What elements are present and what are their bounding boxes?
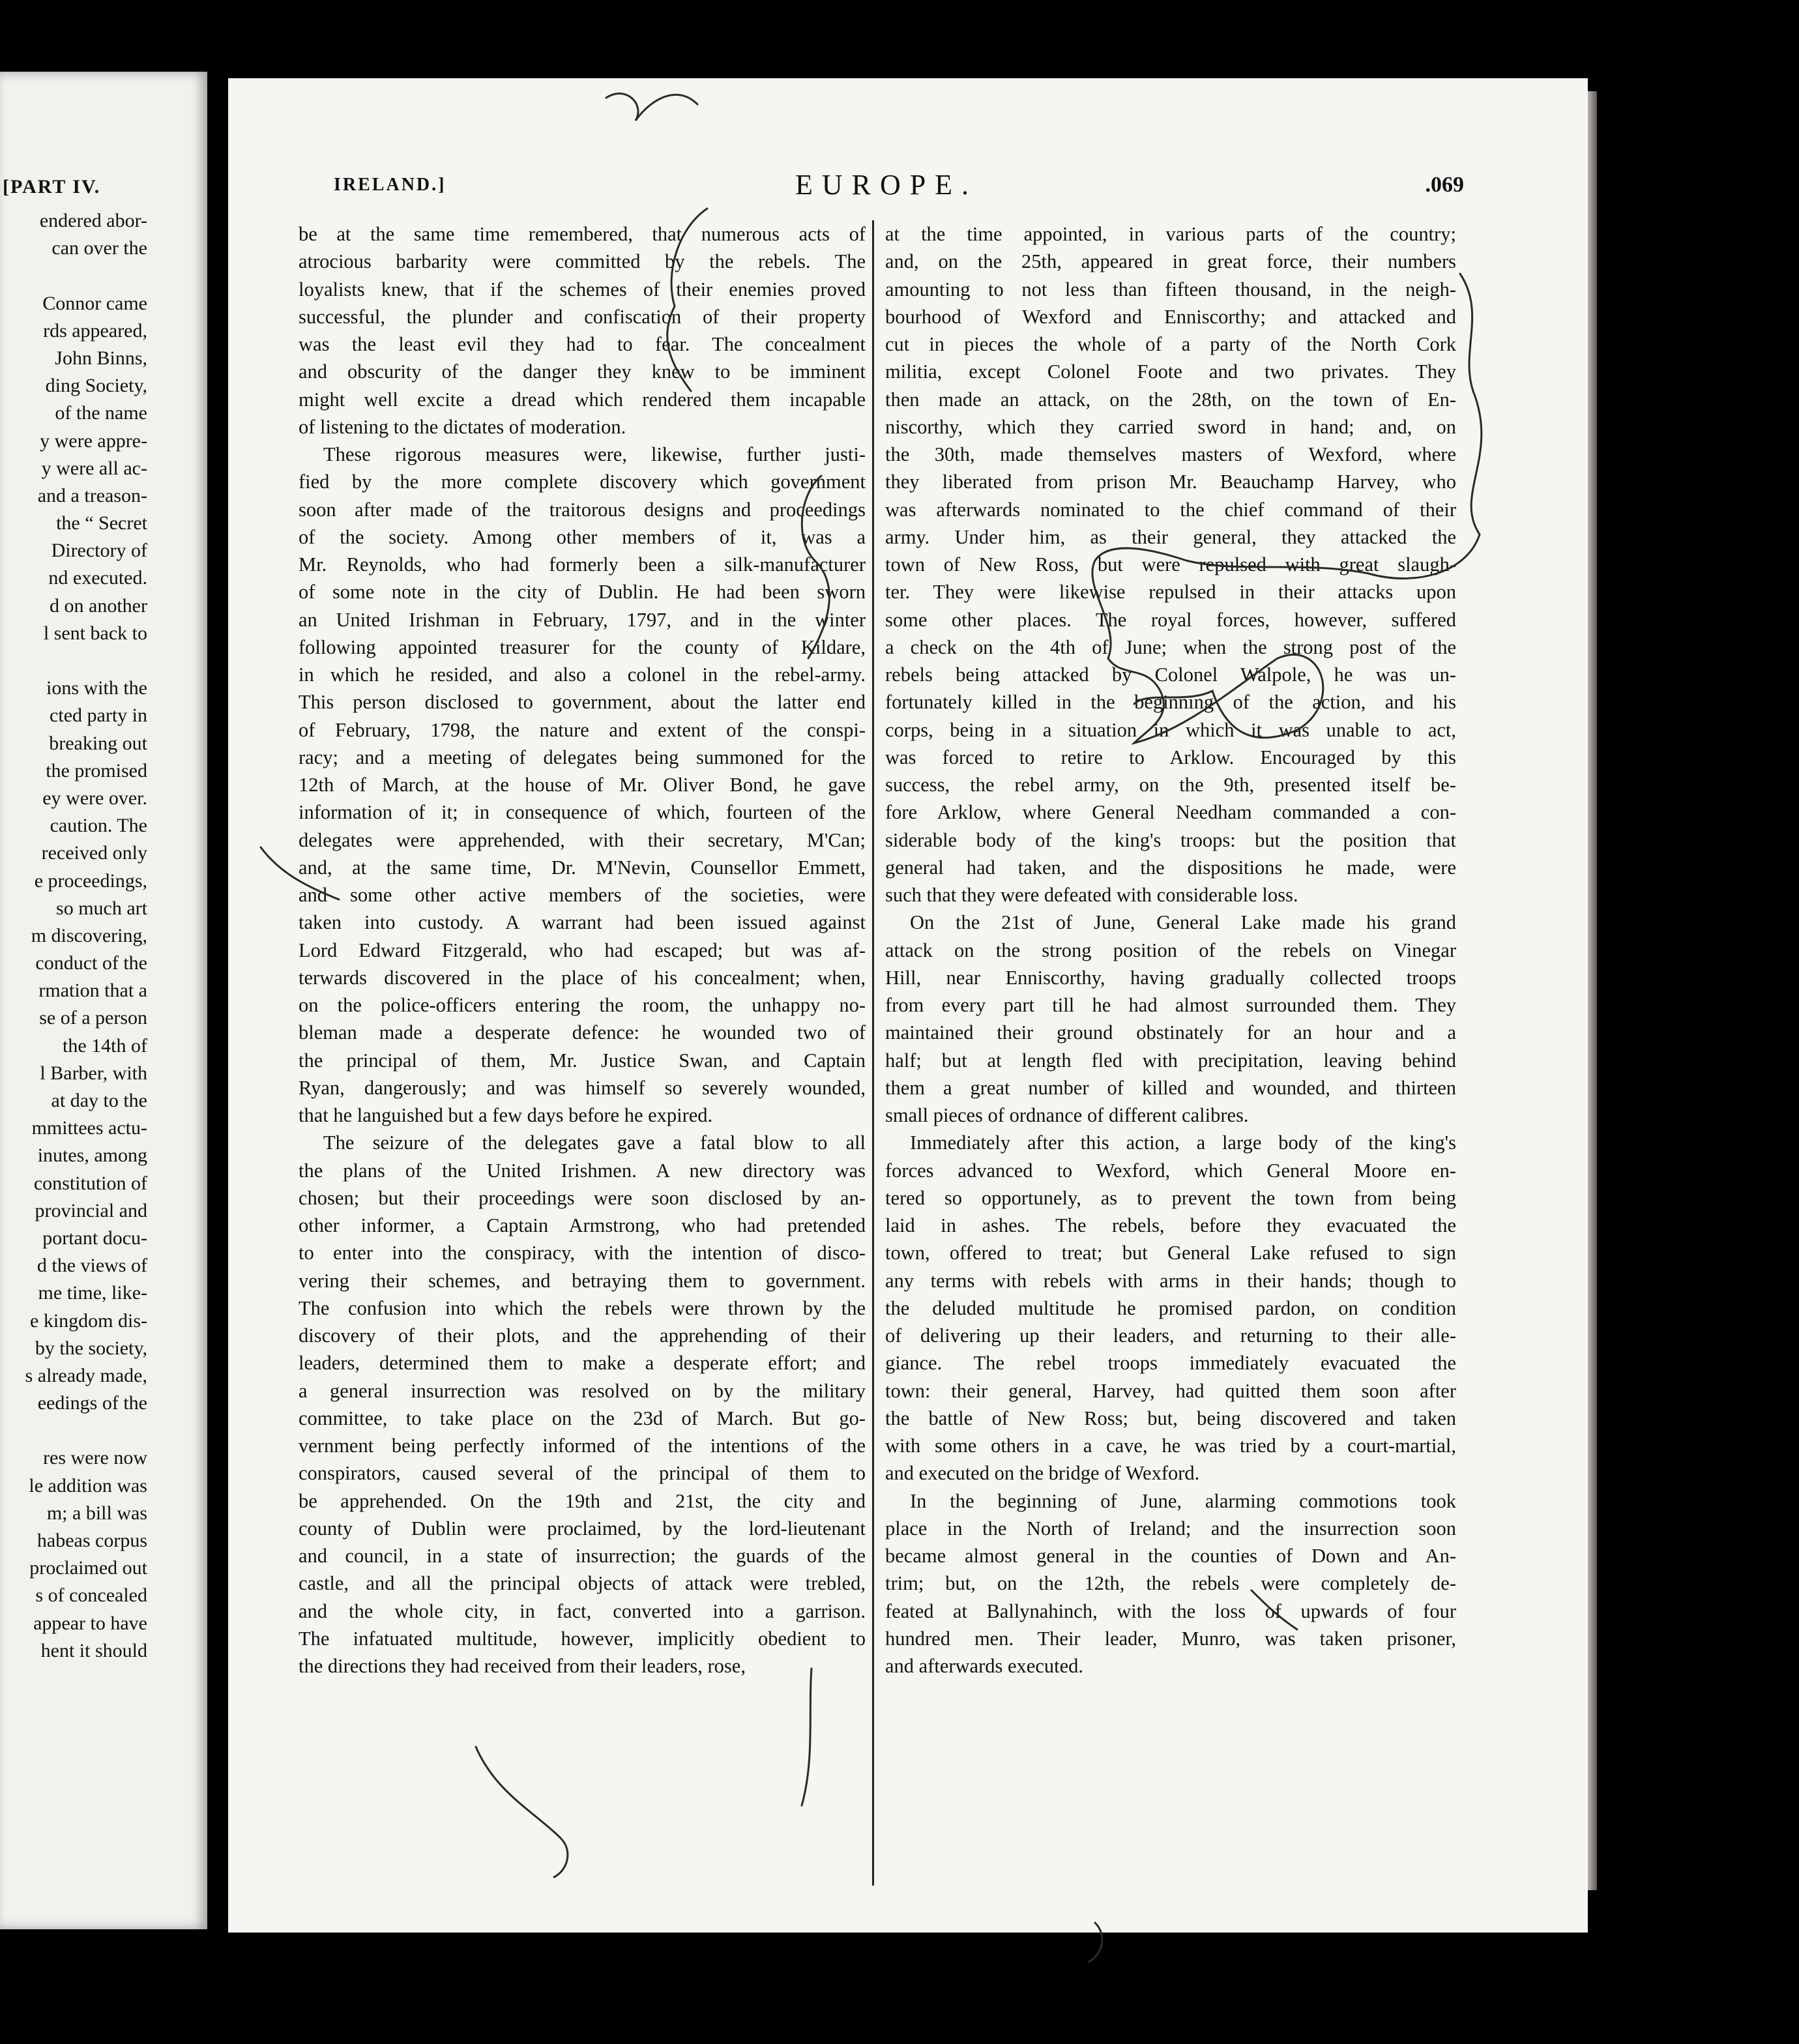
previous-page-line: so much art	[56, 897, 147, 919]
text-line: vering their schemes, and betraying them to government.	[299, 1269, 866, 1292]
text-line: soon after made of the traitorous designs and proceedings	[299, 498, 866, 521]
text-line: chosen; but their proceedings were soon disclosed by an-	[299, 1186, 866, 1209]
text-line: and some other active members of the societies, were	[299, 884, 866, 906]
previous-page-line: cted party in	[50, 705, 147, 727]
text-line: amounting to not less than fifteen thousand, in the neigh-	[885, 278, 1456, 300]
previous-page-line: eedings of the	[37, 1392, 147, 1414]
text-line: any terms with rebels with arms in their hands; though to	[885, 1269, 1456, 1292]
previous-page-line: at day to the	[51, 1090, 147, 1111]
text-line: Ryan, dangerously; and was himself so severely wounded,	[299, 1076, 866, 1099]
text-line: such that they were defeated with considerable loss.	[885, 884, 1298, 906]
text-line: town: their general, Harvey, had quitted them soon after	[885, 1379, 1456, 1402]
text-line: the battle of New Ross; but, being discovered and taken	[885, 1407, 1456, 1429]
text-line: Hill, near Enniscorthy, having gradually collected troops	[885, 966, 1456, 989]
text-line: terwards discovered in the place of his concealment; when,	[299, 966, 866, 989]
text-line: place in the North of Ireland; and the insurrection soon	[885, 1517, 1456, 1540]
text-column-right	[885, 220, 1456, 1680]
previous-page-line: me time, like-	[38, 1282, 147, 1304]
text-line: 12th of March, at the house of Mr. Oliver Bond, he gave	[299, 774, 866, 796]
previous-page-line: by the society,	[35, 1337, 147, 1359]
previous-page-line: proclaimed out	[29, 1557, 147, 1579]
running-head-section: IRELAND.]	[334, 175, 446, 195]
text-line: they liberated from prison Mr. Beauchamp Harvey, who	[885, 471, 1456, 493]
previous-page-line: m discovering,	[31, 924, 147, 946]
text-line: hundred men. Their leader, Munro, was taken prisoner,	[885, 1627, 1456, 1650]
text-line: of delivering up their leaders, and returning to their alle-	[885, 1324, 1456, 1347]
previous-page-line: l sent back to	[43, 622, 147, 644]
previous-page-line: the “ Secret	[56, 512, 147, 534]
previous-page-line: y were all ac-	[41, 457, 147, 479]
text-line: to enter into the conspiracy, with the intention of disco-	[299, 1242, 866, 1264]
previous-page-line: se of a person	[39, 1007, 147, 1029]
text-line: them a great number of killed and wounded, and thirteen	[885, 1076, 1456, 1099]
previous-page-line: rmation that a	[38, 980, 147, 1002]
text-line: county of Dublin were proclaimed, by the lord-lieutenant	[299, 1517, 866, 1540]
text-line: be apprehended. On the 19th and 21st, the city and	[299, 1489, 866, 1512]
text-line: army. Under him, as their general, they attacked the	[885, 525, 1456, 548]
previous-page-line	[0, 647, 147, 675]
previous-page-line: le addition was	[29, 1474, 147, 1496]
text-line: giance. The rebel troops immediately evacuated the	[885, 1352, 1456, 1375]
column-divider	[872, 220, 874, 1886]
text-line: the directions they had received from their leaders, rose,	[299, 1655, 746, 1677]
text-line: vernment being perfectly informed of the intentions of the	[299, 1435, 866, 1457]
previous-page-line: s of concealed	[35, 1584, 147, 1607]
previous-page-line: of the name	[55, 402, 147, 424]
previous-page-line: the 14th of	[63, 1034, 147, 1057]
text-line: then made an attack, on the 28th, on the town of En-	[885, 388, 1456, 411]
text-line: was afterwards nominated to the chief command of their	[885, 498, 1456, 521]
text-line: bourhood of Wexford and Enniscorthy; and attacked and	[885, 305, 1456, 328]
previous-page-line: mmittees actu-	[31, 1117, 147, 1139]
text-line: some other places. The royal forces, however, suffered	[885, 608, 1456, 631]
text-line: became almost general in the counties of Down and An-	[885, 1545, 1456, 1567]
text-line: atrocious barbarity were committed by the rebels. The	[299, 250, 866, 273]
text-line: niscorthy, which they carried sword in hand; and, on	[885, 415, 1456, 438]
text-line: and obscurity of the danger they knew to be imminent	[299, 360, 866, 383]
text-line: successful, the plunder and confiscation of their property	[299, 305, 866, 328]
text-line: and afterwards executed.	[885, 1655, 1083, 1677]
text-line: a check on the 4th of June; when the strong post of the	[885, 635, 1456, 658]
text-line: the principal of them, Mr. Justice Swan, and Captain	[299, 1049, 866, 1072]
text-line: corps, being in a situation in which it was unable to act,	[885, 718, 1456, 741]
previous-page-line: nd executed.	[48, 567, 147, 589]
text-line: was forced to retire to Arklow. Encouraged by this	[885, 746, 1456, 768]
previous-page-line: e proceedings,	[34, 869, 147, 892]
text-line: leaders, determined them to make a desperate effort; and	[299, 1352, 866, 1375]
text-line: cut in pieces the whole of a party of the North Cork	[885, 333, 1456, 355]
text-line: Immediately after this action, a large body of the king's	[910, 1132, 1456, 1154]
text-line: laid in ashes. The rebels, before they evacuated the	[885, 1214, 1456, 1236]
text-column-left	[299, 220, 866, 1680]
text-line: fortunately killed in the beginning of the action, and his	[885, 691, 1456, 714]
text-line: fied by the more complete discovery which government	[299, 471, 866, 493]
text-line: siderable body of the king's troops: but the position that	[885, 828, 1456, 851]
previous-page-line: the promised	[46, 759, 147, 781]
text-line: The confusion into which the rebels were thrown by the	[299, 1296, 866, 1319]
text-line: was the least evil they had to fear. The concealment	[299, 333, 866, 355]
text-line: the 30th, made themselves masters of Wexford, where	[885, 443, 1456, 465]
previous-page-line: ey were over.	[42, 787, 147, 809]
previous-page-line: Directory of	[51, 540, 147, 562]
text-line: in which he resided, and also a colonel in the rebel-army.	[299, 664, 866, 686]
text-line: town of New Ross, but were repulsed with great slaugh-	[885, 553, 1456, 576]
text-line: might well excite a dread which rendered them incapable	[299, 388, 866, 411]
text-line: ter. They were likewise repulsed in their attacks upon	[885, 581, 1456, 604]
text-line: discovery of their plots, and the apprehending of their	[299, 1324, 866, 1347]
text-line: information of it; in consequence of which, fourteen of the	[299, 801, 866, 824]
book-page	[228, 78, 1588, 1933]
text-line: the deluded multitude he promised pardon, on condition	[885, 1296, 1456, 1319]
text-line: committee, to take place on the 23d of March. But go-	[299, 1407, 866, 1429]
text-line: of some note in the city of Dublin. He had been sworn	[299, 581, 866, 604]
text-line: attack on the strong position of the rebels on Vinegar	[885, 939, 1456, 961]
text-line: the plans of the United Irishmen. A new directory was	[299, 1159, 866, 1182]
text-line: on the police-officers entering the room, the unhappy no-	[299, 994, 866, 1016]
text-line: of February, 1798, the nature and extent of the conspi-	[299, 718, 866, 741]
text-line: feated at Ballynahinch, with the loss of upwards of four	[885, 1599, 1456, 1622]
previous-page-line: res were now	[43, 1447, 147, 1469]
text-line: and, on the 25th, appeared in great force, their numbers	[885, 250, 1456, 273]
text-line: of the society. Among other members of it, was a	[299, 525, 866, 548]
text-line: On the 21st of June, General Lake made his grand	[910, 911, 1456, 934]
text-line: success, the rebel army, on the 9th, presented itself be-	[885, 774, 1456, 796]
text-line: small pieces of ordnance of different calibres.	[885, 1104, 1249, 1126]
previous-page-line: Connor came	[42, 292, 147, 314]
text-line: following appointed treasurer for the county of Kildare,	[299, 635, 866, 658]
text-line: In the beginning of June, alarming commotions took	[910, 1489, 1456, 1512]
previous-page-line: breaking out	[49, 732, 147, 754]
text-line: castle, and all the principal objects of attack were trebled,	[299, 1572, 866, 1595]
previous-page-line: m; a bill was	[46, 1502, 147, 1524]
previous-page-line: y were appre-	[40, 430, 147, 452]
running-head-title: EUROPE.	[795, 169, 978, 201]
page-number: .069	[1425, 173, 1464, 197]
text-line: The infatuated multitude, however, implicitly obedient to	[299, 1627, 866, 1650]
text-line: This person disclosed to government, about the latter end	[299, 691, 866, 714]
text-line: racy; and a meeting of delegates being summoned for the	[299, 746, 866, 768]
text-line: with some others in a cave, he was tried by a court-martial,	[885, 1435, 1456, 1457]
text-line: of listening to the dictates of moderation.	[299, 415, 626, 438]
previous-page-line: d the views of	[37, 1255, 147, 1277]
previous-page-line: l Barber, with	[40, 1062, 147, 1084]
text-line: rebels being attacked by Colonel Walpole, he was un-	[885, 664, 1456, 686]
text-line: maintained their ground obstinately for an hour and a	[885, 1021, 1456, 1044]
previous-page-fragment	[0, 72, 207, 1929]
text-line: tered so opportunely, as to prevent the town from being	[885, 1186, 1456, 1209]
text-line: bleman made a desperate defence: he wounded two of	[299, 1021, 866, 1044]
text-line: town, offered to treat; but General Lake refused to sign	[885, 1242, 1456, 1264]
text-line: and, at the same time, Dr. M'Nevin, Counsellor Emmett,	[299, 856, 866, 879]
text-line: loyalists knew, that if the schemes of their enemies proved	[299, 278, 866, 300]
text-line: Lord Edward Fitzgerald, who had escaped; but was af-	[299, 939, 866, 961]
previous-page-line: habeas corpus	[37, 1530, 147, 1551]
previous-page-line: s already made,	[25, 1364, 147, 1386]
previous-page-line: caution. The	[50, 815, 147, 837]
previous-page-line: conduct of the	[35, 952, 147, 974]
text-line: taken into custody. A warrant had been issued against	[299, 911, 866, 934]
previous-page-line: ions with the	[46, 677, 147, 699]
previous-page-line: d on another	[50, 594, 147, 617]
text-line: be at the same time remembered, that numerous acts of	[299, 223, 866, 245]
text-line: an United Irishman in February, 1797, and in the winter	[299, 608, 866, 631]
text-line: delegates were apprehended, with their secretary, M'Can;	[299, 828, 866, 851]
previous-page-line: rds appeared,	[43, 319, 147, 342]
previous-page-line: portant docu-	[42, 1227, 147, 1249]
previous-page-line: can over the	[51, 237, 147, 259]
text-line: fore Arklow, where General Needham commanded a con-	[885, 801, 1456, 824]
previous-page-line: ding Society,	[45, 375, 147, 397]
previous-page-text	[0, 207, 147, 1665]
text-line: that he languished but a few days before he expired.	[299, 1104, 713, 1126]
text-line: and the whole city, in fact, converted into a garrison.	[299, 1599, 866, 1622]
previous-page-line	[0, 1417, 147, 1444]
previous-page-line: provincial and	[35, 1199, 147, 1221]
previous-page-running-head: [PART IV.	[3, 176, 101, 197]
text-line: and council, in a state of insurrection; the guards of the	[299, 1545, 866, 1567]
text-line: other informer, a Captain Armstrong, who had pretended	[299, 1214, 866, 1236]
previous-page-line: endered abor-	[39, 210, 147, 231]
text-line: The seizure of the delegates gave a fatal blow to all	[323, 1132, 866, 1154]
previous-page-line: received only	[41, 842, 147, 864]
text-line: from every part till he had almost surrounded them. They	[885, 994, 1456, 1016]
text-line: forces advanced to Wexford, which General Moore en-	[885, 1159, 1456, 1182]
text-line: and executed on the bridge of Wexford.	[885, 1462, 1200, 1485]
text-line: These rigorous measures were, likewise, further justi-	[323, 443, 866, 465]
text-line: conspirators, caused several of the principal of them to	[299, 1462, 866, 1485]
previous-page-line: appear to have	[33, 1612, 147, 1634]
text-line: Mr. Reynolds, who had formerly been a silk-manufacturer	[299, 553, 866, 576]
text-line: trim; but, on the 12th, the rebels were completely de-	[885, 1572, 1456, 1595]
previous-page-line: hent it should	[40, 1639, 147, 1661]
previous-page-line	[0, 262, 147, 289]
previous-page-line: and a treason-	[37, 484, 147, 506]
text-line: militia, except Colonel Foote and two privates. They	[885, 360, 1456, 383]
text-line: a general insurrection was resolved on by the military	[299, 1379, 866, 1402]
text-line: half; but at length fled with precipitation, leaving behind	[885, 1049, 1456, 1072]
previous-page-line: constitution of	[33, 1172, 147, 1194]
previous-page-line: John Binns,	[55, 347, 147, 369]
previous-page-line: inutes, among	[37, 1145, 147, 1167]
text-line: general had taken, and the dispositions he made, were	[885, 856, 1456, 879]
previous-page-line: e kingdom dis-	[30, 1309, 147, 1332]
text-line: at the time appointed, in various parts of the country;	[885, 223, 1456, 245]
